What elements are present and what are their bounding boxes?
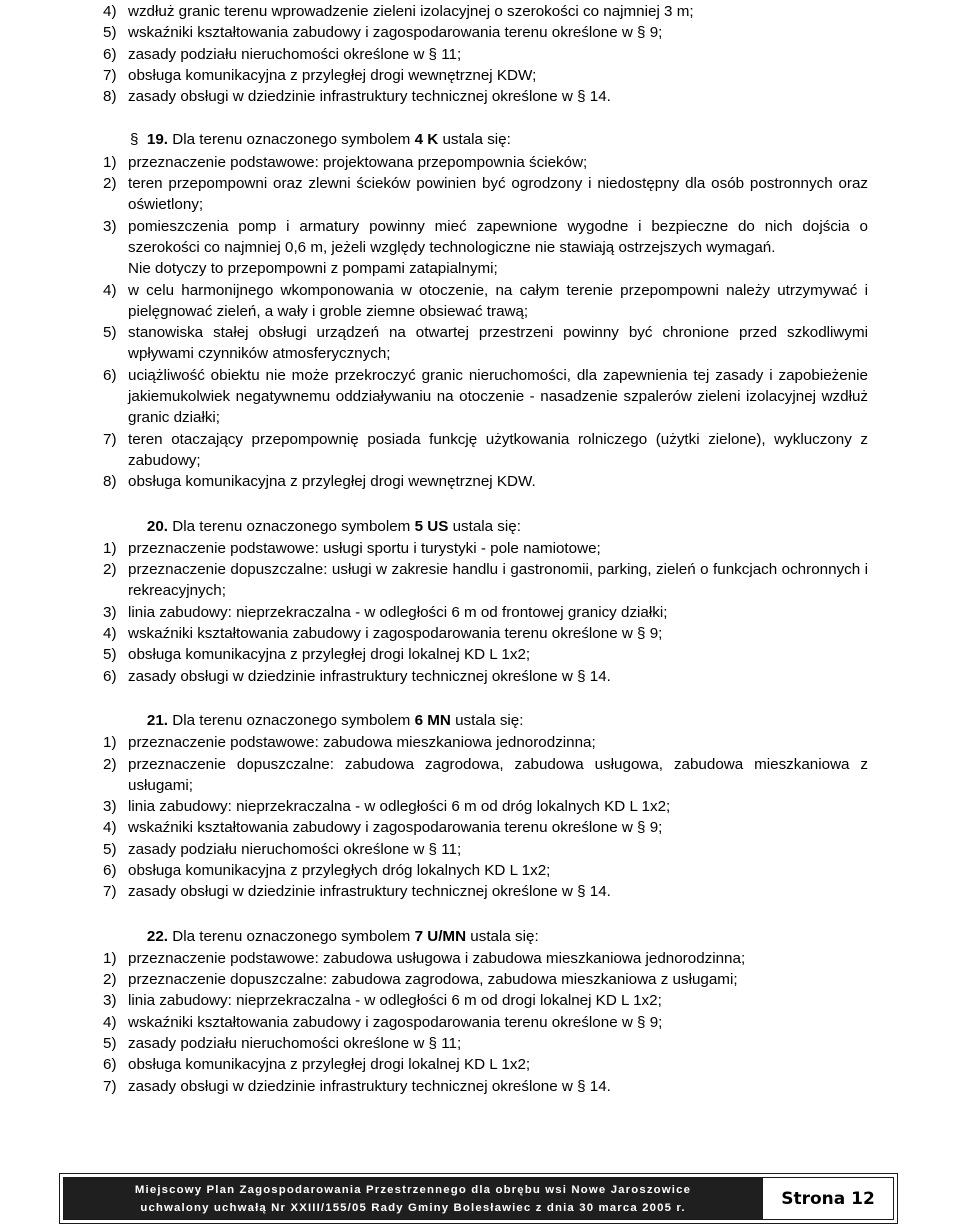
- item-text: obsługa komunikacyjna z przyległej drogi wewnętrznej KDW.: [128, 473, 536, 491]
- item-text: stanowiska stałej obsługi urządzeń na otwartej przestrzeni powinny być chronione przed szkodliwymi wpływami czynników atmosferycznych;: [128, 324, 868, 363]
- section-number: 19.: [146, 131, 169, 149]
- section-list: [0, 948, 960, 1097]
- item-text: wskaźniki kształtowania zabudowy i zagospodarowania terenu określone w § 9;: [128, 24, 663, 42]
- paragraph-sign: §: [130, 131, 139, 149]
- section-list-continued: [0, 280, 960, 493]
- item-text: zasady obsługi w dziedzinie infrastruktury technicznej określone w § 14.: [128, 88, 611, 106]
- list-item: [0, 860, 960, 881]
- item-text: obsługa komunikacyjna z przyległej drogi lokalnej KD L 1x2;: [128, 1056, 531, 1074]
- heading-lead: Dla terenu oznaczonego symbolem: [172, 131, 411, 149]
- footer-frame: [63, 1177, 894, 1220]
- item-number: 7): [103, 883, 117, 901]
- item-text: wzdłuż granic terenu wprowadzenie zieleni izolacyjnej o szerokości co najmniej 3 m;: [128, 3, 694, 20]
- list-item: [0, 216, 960, 259]
- list-item: [0, 602, 960, 623]
- list-item: [0, 173, 960, 216]
- item-text: linia zabudowy: nieprzekraczalna - w odległości 6 m od drogi lokalnej KD L 1x2;: [128, 992, 662, 1010]
- list-item: [0, 86, 960, 107]
- page-number: Strona 12: [762, 1178, 893, 1219]
- section-number: 21.: [146, 711, 169, 729]
- zone-symbol: 7 U/MN: [414, 927, 467, 945]
- section-heading: [0, 926, 960, 947]
- item-number: 2): [103, 175, 117, 193]
- heading-lead: Dla terenu oznaczonego symbolem: [172, 927, 411, 945]
- section-21: [0, 710, 960, 903]
- item-text: zasady obsługi w dziedzinie infrastruktury technicznej określone w § 14.: [128, 1077, 611, 1095]
- item-text: obsługa komunikacyjna z przyległych dróg lokalnych KD L 1x2;: [128, 861, 551, 879]
- item-text: w celu harmonijnego wkomponowania w otoczenie, na całym terenie przepompowni należy utrzymywać i pielęgnować zieleń, a wały i groble ziemne obsiewać trawą;: [128, 281, 868, 320]
- item-number: 5): [103, 24, 117, 42]
- item-number: 5): [103, 1035, 117, 1053]
- item-number: 4): [103, 3, 117, 20]
- item-text: przeznaczenie podstawowe: usługi sportu i turystyki - pole namiotowe;: [128, 539, 601, 557]
- list-item: [0, 322, 960, 365]
- list-item: [0, 538, 960, 559]
- item-text: przeznaczenie dopuszczalne: zabudowa zagrodowa, zabudowa mieszkaniowa z usługami;: [128, 971, 738, 989]
- item-text: zasady podziału nieruchomości określone w § 11;: [128, 45, 462, 63]
- item-number: 6): [103, 45, 117, 63]
- item-number: 6): [103, 861, 117, 879]
- zone-symbol: 6 MN: [414, 711, 451, 729]
- item-text: linia zabudowy: nieprzekraczalna - w odległości 6 m od dróg lokalnych KD L 1x2;: [128, 798, 671, 816]
- item-number: 4): [103, 281, 117, 299]
- item-text: zasady podziału nieruchomości określone w § 11;: [128, 1035, 462, 1053]
- section-number: 22.: [146, 927, 169, 945]
- list-item: [0, 471, 960, 492]
- item-number: 4): [103, 1013, 117, 1031]
- item-number: 7): [103, 430, 117, 448]
- list-item: [0, 754, 960, 797]
- list-item: [0, 1, 960, 22]
- section-heading: [0, 710, 960, 731]
- item-text: przeznaczenie podstawowe: zabudowa mieszkaniowa jednorodzinna;: [128, 734, 596, 752]
- list-item: [0, 644, 960, 665]
- intro-list: [0, 1, 960, 107]
- item-text: wskaźniki kształtowania zabudowy i zagospodarowania terenu określone w § 9;: [128, 1013, 663, 1031]
- item-text: teren otaczający przepompownię posiada funkcję użytkowania rolniczego (użytki zielone), wykluczony z zabudowy;: [128, 430, 868, 469]
- item-number: 2): [103, 561, 117, 579]
- item-text: zasady obsługi w dziedzinie infrastruktury technicznej określone w § 14.: [128, 667, 611, 685]
- item-number: 7): [103, 1077, 117, 1095]
- item-text: przeznaczenie podstawowe: projektowana przepompownia ścieków;: [128, 153, 588, 171]
- list-item: [0, 280, 960, 323]
- item-number: 8): [103, 473, 117, 491]
- item-text: przeznaczenie dopuszczalne: usługi w zakresie handlu i gastronomii, parking, zieleń o funkcjach ochronnych i rekreacyjnych;: [128, 561, 868, 600]
- item-text: teren przepompowni oraz zlewni ścieków powinien być ogrodzony i niedostępny dla osób postronnych oraz oświetlony;: [128, 175, 868, 214]
- item-text: uciążliwość obiektu nie może przekroczyć granic nieruchomości, dla zapewnienia tej zasady i zapobieżenie jakiemukolwiek negatywnemu oddziaływaniu na otoczenie - nasadzenie szpalerów zieleni izolacyjnej wzdłuż granic działki;: [128, 366, 868, 427]
- list-item: [0, 881, 960, 902]
- list-item: [0, 623, 960, 644]
- section-20: [0, 516, 960, 687]
- heading-tail: ustala się:: [455, 711, 524, 729]
- footer-plan-title: [64, 1178, 762, 1219]
- list-item: [0, 365, 960, 429]
- item-number: 2): [103, 755, 117, 773]
- item-number: 1): [103, 949, 117, 967]
- item-number: 6): [103, 667, 117, 685]
- list-item: [0, 1012, 960, 1033]
- page-footer: [59, 1173, 898, 1224]
- item-number: 1): [103, 539, 117, 557]
- item-text: linia zabudowy: nieprzekraczalna - w odległości 6 m od frontowej granicy działki;: [128, 603, 668, 621]
- item-text: wskaźniki kształtowania zabudowy i zagospodarowania terenu określone w § 9;: [128, 819, 663, 837]
- heading-lead: Dla terenu oznaczonego symbolem: [172, 711, 411, 729]
- heading-lead: Dla terenu oznaczonego symbolem: [172, 517, 411, 535]
- list-item: [0, 44, 960, 65]
- item-number: 5): [103, 324, 117, 342]
- section-list: [0, 732, 960, 902]
- list-item: [0, 65, 960, 86]
- item-number: 3): [103, 992, 117, 1010]
- item-number: 4): [103, 819, 117, 837]
- item-text: zasady podziału nieruchomości określone w § 11;: [128, 840, 462, 858]
- heading-tail: ustala się:: [470, 927, 539, 945]
- section-heading: [0, 129, 960, 150]
- footer-line-2: uchwalony uchwałą Nr XXIII/155/05 Rady Gminy Bolesławiec z dnia 30 marca 2005 r.: [140, 1201, 686, 1214]
- section-22: [0, 926, 960, 1097]
- list-item: [0, 559, 960, 602]
- section-list: [0, 152, 960, 258]
- item-number: 5): [103, 840, 117, 858]
- item-text: obsługa komunikacyjna z przyległej drogi lokalnej KD L 1x2;: [128, 646, 531, 664]
- heading-tail: ustala się:: [452, 517, 521, 535]
- section-number: 20.: [146, 517, 169, 535]
- item-text: przeznaczenie podstawowe: zabudowa usługowa i zabudowa mieszkaniowa jednorodzinna;: [128, 949, 746, 967]
- list-item: [0, 948, 960, 969]
- zone-symbol: 5 US: [414, 517, 449, 535]
- list-item: [0, 990, 960, 1011]
- item-number: 8): [103, 88, 117, 106]
- item-text: przeznaczenie dopuszczalne: zabudowa zagrodowa, zabudowa usługowa, zabudowa mieszkaniowa z usługami;: [128, 755, 868, 794]
- footer-line-1: Miejscowy Plan Zagospodarowania Przestrzennego dla obrębu wsi Nowe Jaroszowice: [134, 1183, 692, 1196]
- item-text: zasady obsługi w dziedzinie infrastruktury technicznej określone w § 14.: [128, 883, 611, 901]
- item-number: 6): [103, 366, 117, 384]
- list-item: [0, 1033, 960, 1054]
- list-item: [0, 22, 960, 43]
- item-number: 3): [103, 798, 117, 816]
- list-item: [0, 1054, 960, 1075]
- list-item: [0, 666, 960, 687]
- list-item: [0, 839, 960, 860]
- list-item: [0, 969, 960, 990]
- list-item: [0, 152, 960, 173]
- item-number: 3): [103, 217, 117, 235]
- section-19: [0, 129, 960, 492]
- list-item: [0, 796, 960, 817]
- item-number: 1): [103, 734, 117, 752]
- section-note: Nie dotyczy to przepompowni z pompami zatapialnymi;: [128, 260, 498, 278]
- item-number: 3): [103, 603, 117, 621]
- list-item: [0, 429, 960, 472]
- section-list: [0, 538, 960, 687]
- list-item: [0, 1076, 960, 1097]
- list-item: [0, 817, 960, 838]
- item-number: 5): [103, 646, 117, 664]
- item-number: 7): [103, 66, 117, 84]
- item-number: 1): [103, 153, 117, 171]
- zone-symbol: 4 K: [414, 131, 439, 149]
- item-text: obsługa komunikacyjna z przyległej drogi wewnętrznej KDW;: [128, 66, 537, 84]
- heading-tail: ustala się:: [442, 131, 511, 149]
- item-text: wskaźniki kształtowania zabudowy i zagospodarowania terenu określone w § 9;: [128, 625, 663, 643]
- list-item: [0, 732, 960, 753]
- section-heading: [0, 516, 960, 537]
- item-text: pomieszczenia pomp i armatury powinny mieć zapewnione wygodne i bezpieczne do nich dojścia o szerokości co najmniej 0,6 m, jeżeli względy technologiczne nie stawiają ostrzejszych wymagań.: [128, 217, 868, 256]
- item-number: 4): [103, 625, 117, 643]
- item-number: 2): [103, 971, 117, 989]
- item-number: 6): [103, 1056, 117, 1074]
